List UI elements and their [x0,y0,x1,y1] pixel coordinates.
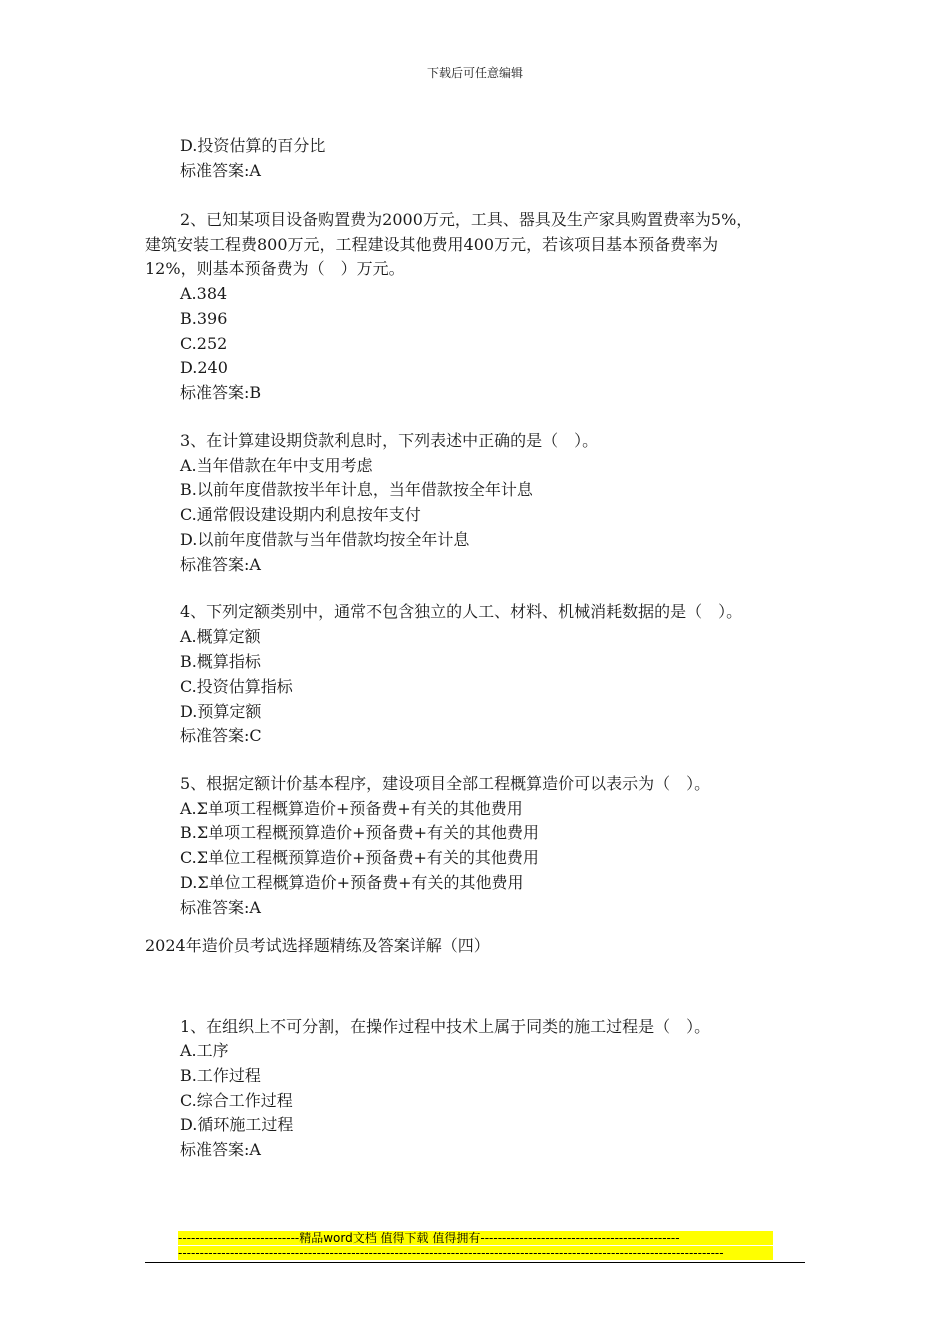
question-3: 3、在计算建设期贷款利息时，下列表述中正确的是（ ）。 [180,431,599,450]
option-d-q1-part4: D.循环施工过程 [180,1115,294,1134]
answer-q2: 标准答案:B [180,383,262,402]
footer-banner-line-1: ----------------------------精品word文档 值得下载 值得拥有---------------------------------------------- [178,1231,773,1245]
answer-q1: 标准答案:A [180,161,261,180]
question-4: 4、下列定额类别中，通常不包含独立的人工、材料、机械消耗数据的是（ ）。 [180,602,743,621]
option-d-q2: D.240 [180,358,228,377]
section-title: 2024年造价员考试选择题精练及答案详解（四） [145,936,490,955]
question-1-part4: 1、在组织上不可分割，在操作过程中技术上属于同类的施工过程是（ ）。 [180,1017,711,1036]
footer-banner-line-2: ------------------------------------------------------------------------------------------------------------------------------ [178,1246,773,1260]
answer-q4: 标准答案:C [180,726,262,745]
option-b-q3: B.以前年度借款按半年计息，当年借款按全年计息 [180,480,533,499]
option-d-q1: D.投资估算的百分比 [180,136,326,155]
option-b-q2: B.396 [180,309,228,328]
answer-q5: 标准答案:A [180,898,261,917]
answer-q1-part4: 标准答案:A [180,1140,261,1159]
option-d-q5: D.Σ单位工程概算造价+预备费+有关的其他费用 [180,873,524,892]
option-b-q1-part4: B.工作过程 [180,1066,261,1085]
option-c-q1-part4: C.综合工作过程 [180,1091,293,1110]
option-c-q4: C.投资估算指标 [180,677,293,696]
option-b-q5: B.Σ单项工程概预算造价+预备费+有关的其他费用 [180,823,539,842]
option-a-q3: A.当年借款在年中支用考虑 [180,456,373,475]
question-5: 5、根据定额计价基本程序，建设项目全部工程概算造价可以表示为（ ）。 [180,774,711,793]
option-a-q1-part4: A.工序 [180,1041,229,1060]
question-2: 2、已知某项目设备购置费为2000万元，工具、器具及生产家具购置费率为5%， [180,210,753,229]
option-d-q4: D.预算定额 [180,702,262,721]
option-b-q4: B.概算指标 [180,652,261,671]
option-a-q5: A.Σ单项工程概算造价+预备费+有关的其他费用 [180,799,523,818]
option-c-q2: C.252 [180,334,228,353]
option-a-q4: A.概算定额 [180,627,261,646]
option-c-q5: C.Σ单位工程概预算造价+预备费+有关的其他费用 [180,848,539,867]
question-2-cont-2: 12%，则基本预备费为（ ）万元。 [145,259,405,278]
option-d-q3: D.以前年度借款与当年借款均按全年计息 [180,530,470,549]
page-header: 下载后可任意编辑 [426,66,523,80]
option-a-q2: A.384 [180,284,228,303]
answer-q3: 标准答案:A [180,555,261,574]
option-c-q3: C.通常假设建设期内利息按年支付 [180,505,421,524]
question-2-cont-1: 建筑安装工程费800万元，工程建设其他费用400万元，若该项目基本预备费率为 [145,235,719,254]
footer-rule [145,1262,805,1263]
